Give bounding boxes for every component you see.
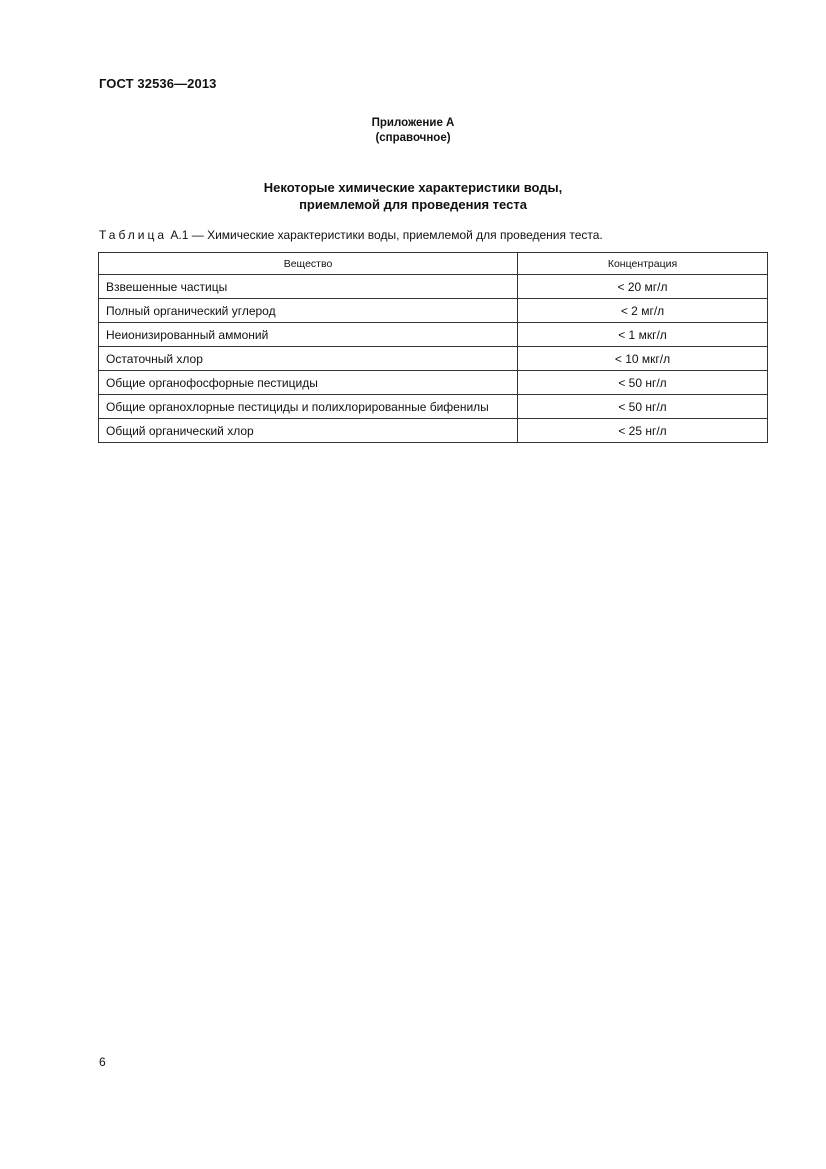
substance-cell: Общий органический хлор: [99, 419, 518, 443]
column-header-concentration: Концентрация: [518, 253, 768, 275]
document-code: ГОСТ 32536—2013: [99, 76, 217, 91]
concentration-cell: < 20 мг/л: [518, 275, 768, 299]
table-header-row: [99, 253, 768, 275]
substance-cell: Общие органохлорные пестициды и полихлорированные бифенилы: [99, 395, 518, 419]
substance-cell: Взвешенные частицы: [99, 275, 518, 299]
substance-cell: Остаточный хлор: [99, 347, 518, 371]
table-row: [99, 395, 768, 419]
table-row: [99, 347, 768, 371]
concentration-cell: < 50 нг/л: [518, 395, 768, 419]
annex-kind: (справочное): [375, 132, 451, 144]
column-header-substance: Вещество: [99, 253, 518, 275]
concentration-cell: < 2 мг/л: [518, 299, 768, 323]
concentration-cell: < 10 мкг/л: [518, 347, 768, 371]
section-heading-line-1: Некоторые химические характеристики воды,: [263, 180, 563, 195]
table-row: [99, 371, 768, 395]
table-row: [99, 419, 768, 443]
section-heading: [0, 179, 826, 213]
annex-title: Приложение А: [371, 117, 455, 129]
table-row: [99, 323, 768, 347]
concentration-cell: < 25 нг/л: [518, 419, 768, 443]
concentration-cell: < 50 нг/л: [518, 371, 768, 395]
table-row: [99, 275, 768, 299]
table-row: [99, 299, 768, 323]
concentration-cell: < 1 мкг/л: [518, 323, 768, 347]
table-caption-text: А.1 — Химические характеристики воды, приемлемой для проведения теста.: [167, 228, 603, 242]
substance-cell: Неионизированный аммоний: [99, 323, 518, 347]
section-heading-line-2: приемлемой для проведения теста: [299, 197, 527, 212]
table-caption: [99, 228, 603, 242]
substance-cell: Общие органофосфорные пестициды: [99, 371, 518, 395]
table-caption-label: Таблица: [99, 228, 168, 242]
substance-cell: Полный органический углерод: [99, 299, 518, 323]
page-number: 6: [99, 1055, 106, 1069]
water-characteristics-table: [98, 252, 768, 443]
